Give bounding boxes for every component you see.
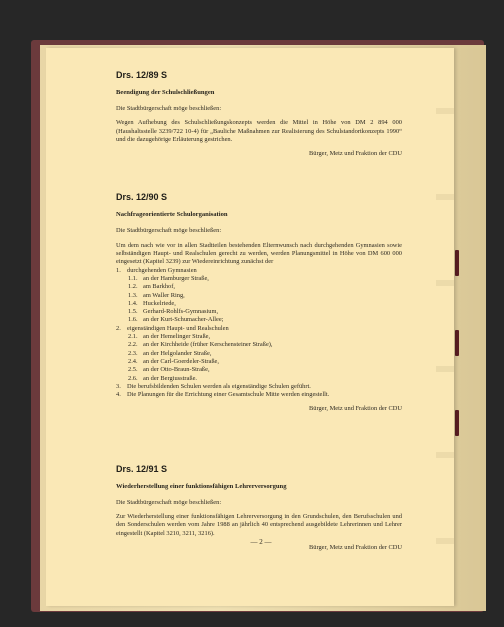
page-number: — 2 — bbox=[250, 538, 272, 546]
list-item bbox=[116, 267, 402, 325]
motion-body: Zur Wiederherstellung einer funktionsfähigen Lehrerversorgung in den Grundschulen, den Berufsschulen und den Sonderschulen werden vom Jahre 1988 an jährlich 40 entsprechend ausgebildete Lehrerinnen und Lehrer eingestellt (Kapitel 3210, 3211, 3216). bbox=[116, 513, 402, 537]
list-item: 2.1. an der Hemelinger Straße, bbox=[128, 333, 211, 341]
list-item bbox=[116, 391, 402, 399]
list-item: 1.6. an der Kurt-Schumacher-Allee; bbox=[128, 316, 224, 324]
motion-intro: Die Stadtbürgerschaft möge beschließen: bbox=[116, 227, 222, 235]
show-through-text bbox=[436, 108, 454, 606]
motion-intro: Die Stadtbürgerschaft möge beschließen: bbox=[116, 105, 222, 112]
list-item: 2.4. an der Carl-Goerdeler-Straße, bbox=[128, 357, 219, 365]
list-item: 1.2. am Barkhof, bbox=[128, 283, 175, 291]
tab-marker bbox=[455, 250, 459, 276]
item-number: 1. bbox=[116, 266, 121, 274]
motion-number: Drs. 12/91 S bbox=[116, 463, 168, 474]
list-item bbox=[116, 383, 402, 391]
list-item: 2.2. an der Kirchheide (früher Kerschensteiner Straße), bbox=[128, 341, 273, 349]
motion-section-1 bbox=[116, 70, 402, 158]
motion-signature: Bürger, Metz und Fraktion der CDU bbox=[309, 543, 402, 551]
list-item: 2.5. an der Otto-Braun-Straße, bbox=[128, 366, 210, 374]
list-item bbox=[116, 325, 402, 383]
motion-section-2 bbox=[116, 192, 402, 413]
list-item: 1.5. Gerhard-Rohlfs-Gymnasium, bbox=[128, 308, 219, 316]
item-number: 4. bbox=[116, 391, 121, 399]
motion-intro: Die Stadtbürgerschaft möge beschließen: bbox=[116, 498, 222, 506]
motion-number: Drs. 12/90 S bbox=[116, 192, 168, 203]
list-item: 2.6. an der Bergiusstraße. bbox=[128, 374, 198, 382]
tab-marker bbox=[455, 330, 459, 356]
item-number: 3. bbox=[116, 382, 121, 390]
list-item: 2.3. an der Helgolander Straße, bbox=[128, 349, 212, 357]
motion-signature: Bürger, Metz und Fraktion der CDU bbox=[309, 150, 402, 158]
item-text: Die Planungen für die Errichtung einer Gesamtschule Mitte werden eingestellt. bbox=[127, 391, 330, 399]
list-item: 1.4. Huckelriede, bbox=[128, 299, 176, 307]
list-item: 1.3. am Waller Ring, bbox=[128, 291, 185, 299]
motion-body: Um dem nach wie vor in allen Stadtteilen bestehenden Elternwunsch nach durchgehenden Gymnasien sowie selbständigen Haupt- und Realschulen gerecht zu werden, werden Planungsmittel in Höhe von DM 600 000 eingesetzt (Kapitel 3239) zur Wiedereinrichtung zunächst der bbox=[116, 241, 402, 266]
list-item: 1.1. an der Hamburger Straße, bbox=[128, 274, 209, 282]
page-content bbox=[116, 70, 402, 552]
item-text: Die berufsbildenden Schulen werden als eigenständige Schulen geführt. bbox=[127, 382, 311, 390]
motion-body: Wegen Aufhebung des Schulschließungskonzepts werden die Mittel in Höhe von DM 2 894 000 (Haushaltsstelle 3239/722 10-4) für „Bauliche Maßnahmen zur Realisierung des Schulstandortkonzepts 1990“ und die dazugehörige Erläuterung gestrichen. bbox=[116, 119, 402, 143]
motion-title: Beendigung der Schulschließungen bbox=[116, 89, 215, 96]
item-text: eigenständigen Haupt- und Realschulen bbox=[127, 324, 229, 332]
motion-item-list bbox=[116, 267, 402, 400]
motion-title: Wiederherstellung einer funktionsfähigen Lehrerversorgung bbox=[116, 482, 287, 490]
tab-marker bbox=[455, 410, 459, 436]
item-number: 2. bbox=[116, 324, 121, 332]
motion-signature: Bürger, Metz und Fraktion der CDU bbox=[309, 405, 402, 413]
motion-title: Nachfrageorientierte Schulorganisation bbox=[116, 211, 228, 219]
sub-item-list bbox=[116, 275, 402, 325]
sub-item-list bbox=[116, 333, 402, 383]
item-text: durchgehenden Gymnasien bbox=[127, 266, 197, 274]
motion-number: Drs. 12/89 S bbox=[116, 70, 168, 80]
